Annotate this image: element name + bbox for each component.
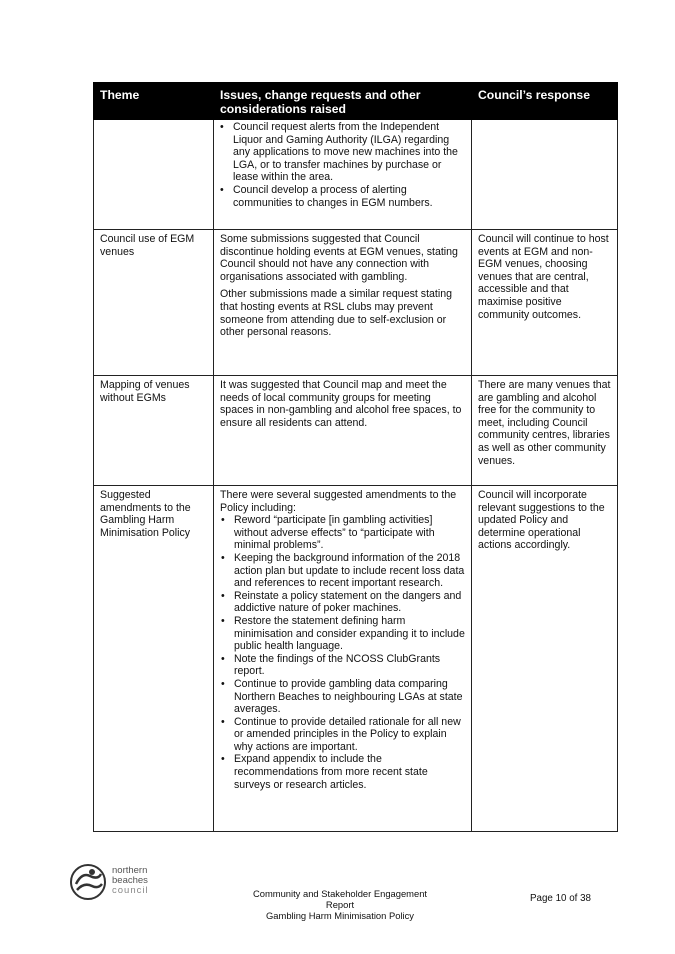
paragraph: Some submissions suggested that Council discontinue holding events at EGM venues, stating Council should not have any connection with organisations associated with gambling.	[220, 233, 458, 283]
list-item: • Council develop a process of alerting communities to changes in EGM numbers.	[233, 184, 465, 209]
cell-issues	[214, 376, 472, 486]
paragraph: It was suggested that Council map and meet the needs of local community groups for meeting spaces in non-gambling and alcohol free spaces, to ensure all residents can attend.	[220, 379, 462, 429]
logo-wordmark	[112, 866, 149, 896]
logo-line: beaches	[112, 875, 148, 886]
cell-theme: Mapping of venues without EGMs	[94, 376, 214, 486]
footer-report-title	[240, 888, 440, 921]
cell-theme	[94, 120, 214, 230]
header-response: Council’s response	[472, 83, 618, 120]
table-row	[94, 120, 618, 230]
table-header-row	[94, 83, 618, 120]
list-item: • Restore the statement defining harm minimisation and consider expanding it to include public health language.	[234, 615, 465, 653]
consultation-table	[93, 82, 618, 832]
page-footer	[0, 860, 675, 920]
header-theme: Theme	[94, 83, 214, 120]
header-issues: Issues, change requests and other considerations raised	[214, 83, 472, 120]
report-title: Community and Stakeholder Engagement Report	[252, 888, 428, 910]
cell-response: Council will continue to host events at EGM and non-EGM venues, choosing venues that are central, accessible and that maximise positive community outcomes.	[472, 230, 618, 376]
page-number: Page 10 of 38	[530, 893, 592, 904]
cell-issues	[214, 120, 472, 230]
cell-response: There are many venues that are gambling and alcohol free for the community to meet, including Council community centres, libraries as well as other community venues.	[472, 376, 618, 486]
paragraph: There were several suggested amendments to the Policy including:	[220, 489, 457, 514]
list-item: • Reword “participate [in gambling activities] without adverse effects” to “participate with minimal problems”.	[234, 514, 465, 552]
cell-theme: Council use of EGM venues	[94, 230, 214, 376]
paragraph: Other submissions made a similar request stating that hosting events at RSL clubs may prevent someone from attending due to self-exclusion or other personal reasons.	[220, 288, 452, 339]
list-item: • Continue to provide detailed rationale for all new or amended principles in the Policy to explain why actions are important.	[234, 716, 465, 754]
table-row	[94, 376, 618, 486]
list-item: • Council request alerts from the Independent Liquor and Gaming Authority (ILGA) regarding any applications to move new machines into the LGA, or to transfer machines by purchase or lease within the area.	[233, 121, 465, 184]
report-subtitle: Gambling Harm Minimisation Policy	[266, 910, 414, 921]
logo-line: northern	[112, 865, 148, 876]
list-item: • Note the findings of the NCOSS ClubGrants report.	[234, 653, 465, 678]
bullet-list	[220, 121, 465, 209]
list-item: • Reinstate a policy statement on the dangers and addictive nature of poker machines.	[234, 590, 465, 615]
council-logo-icon	[68, 862, 108, 902]
cell-issues	[214, 486, 472, 832]
cell-response	[472, 120, 618, 230]
cell-response: Council will incorporate relevant suggestions to the updated Policy and determine operational actions accordingly.	[472, 486, 618, 832]
table-row	[94, 230, 618, 376]
list-item: • Expand appendix to include the recommendations from more recent state surveys or research articles.	[234, 753, 465, 791]
table-row	[94, 486, 618, 832]
logo-line: council	[112, 885, 149, 896]
list-item: • Continue to provide gambling data comparing Northern Beaches to neighbouring LGAs at state averages.	[234, 678, 465, 716]
list-item: • Keeping the background information of the 2018 action plan but update to include recent loss data and references to recent important research.	[234, 552, 465, 590]
bullet-list	[220, 514, 465, 791]
cell-issues	[214, 230, 472, 376]
cell-theme: Suggested amendments to the Gambling Harm Minimisation Policy	[94, 486, 214, 832]
